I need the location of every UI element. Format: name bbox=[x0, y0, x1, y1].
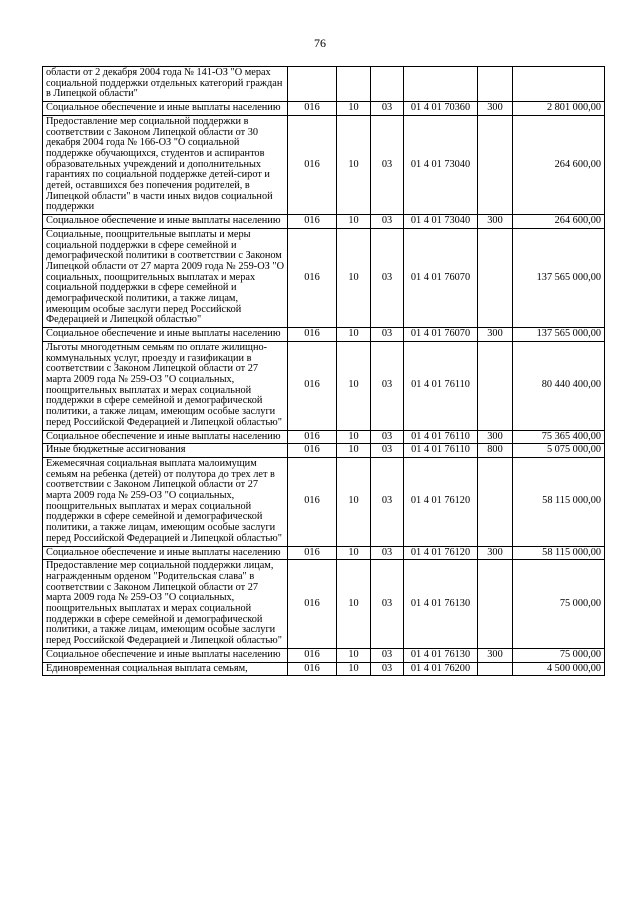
table-row bbox=[43, 444, 605, 458]
subsection-code-cell: 03 bbox=[371, 648, 404, 662]
section-code-cell: 10 bbox=[337, 228, 371, 327]
table-row bbox=[43, 648, 605, 662]
subsection-code-cell: 03 bbox=[371, 546, 404, 560]
row-name-cell: Предоставление мер социальной поддержки лицам, награжденным орденом "Родительская слава" в соответствии с Законом Липецкой области от 27 марта 2009 года № 259-ОЗ "О социальных, поощрительных выплатах и мерах социальной поддержки в сфере семейной и демографической политики, а также лицам, имеющим особые заслуги перед Российской Федерацией и Липецкой областью" bbox=[43, 560, 288, 649]
amount-cell: 75 365 400,00 bbox=[513, 430, 605, 444]
target-article-cell: 01 4 01 76110 bbox=[404, 444, 478, 458]
target-article-cell: 01 4 01 76130 bbox=[404, 648, 478, 662]
row-name-cell: Социальные, поощрительные выплаты и меры социальной поддержки в сфере семейной и демографической политики в соответствии с Законом Липецкой области от 27 марта 2009 года № 259-ОЗ "О социальных, поощрительных выплатах и мерах социальной поддержки в сфере семейной и демографической политики, а также лицам, имеющим особые заслуги перед Российской Федерацией и Липецкой областью" bbox=[43, 228, 288, 327]
ministry-code-cell: 016 bbox=[288, 648, 337, 662]
ministry-code-cell: 016 bbox=[288, 115, 337, 214]
amount-cell: 264 600,00 bbox=[513, 215, 605, 229]
target-article-cell: 01 4 01 76120 bbox=[404, 546, 478, 560]
amount-cell: 58 115 000,00 bbox=[513, 457, 605, 546]
budget-table-body bbox=[43, 67, 605, 676]
target-article-cell: 01 4 01 73040 bbox=[404, 115, 478, 214]
amount-cell bbox=[513, 67, 605, 102]
subsection-code-cell: 03 bbox=[371, 560, 404, 649]
page-number: 76 bbox=[314, 36, 326, 50]
row-name-cell: Социальное обеспечение и иные выплаты населению bbox=[43, 648, 288, 662]
row-name-cell: Социальное обеспечение и иные выплаты населению bbox=[43, 215, 288, 229]
table-row bbox=[43, 662, 605, 676]
table-row bbox=[43, 115, 605, 214]
section-code-cell bbox=[337, 67, 371, 102]
row-name-cell: Предоставление мер социальной поддержки в соответствии с Законом Липецкой области от 30 декабря 2004 года № 166-ОЗ "О социальной поддержке обучающихся, студентов и аспирантов образовательных учреждений и дополнительных гарантиях по социальной поддержке детей-сирот и детей, оставшихся без попечения родителей, в Липецкой области" в части иных видов социальной поддержки bbox=[43, 115, 288, 214]
expense-type-cell: 300 bbox=[478, 648, 513, 662]
row-name-cell: Ежемесячная социальная выплата малоимущим семьям на ребенка (детей) от полутора до трех лет в соответствии с Законом Липецкой области от 27 марта 2009 года № 259-ОЗ "О социальных, поощрительных выплатах и мерах социальной поддержки в сфере семейной и демографической политики, а также лицам, имеющим особые заслуги перед Российской Федерацией и Липецкой областью" bbox=[43, 457, 288, 546]
amount-cell: 5 075 000,00 bbox=[513, 444, 605, 458]
ministry-code-cell bbox=[288, 67, 337, 102]
target-article-cell: 01 4 01 76070 bbox=[404, 228, 478, 327]
subsection-code-cell: 03 bbox=[371, 215, 404, 229]
table-row bbox=[43, 328, 605, 342]
ministry-code-cell: 016 bbox=[288, 102, 337, 116]
expense-type-cell bbox=[478, 341, 513, 430]
target-article-cell: 01 4 01 76070 bbox=[404, 328, 478, 342]
amount-cell: 4 500 000,00 bbox=[513, 662, 605, 676]
section-code-cell: 10 bbox=[337, 444, 371, 458]
row-name-cell: Социальное обеспечение и иные выплаты населению bbox=[43, 430, 288, 444]
target-article-cell: 01 4 01 70360 bbox=[404, 102, 478, 116]
expense-type-cell: 800 bbox=[478, 444, 513, 458]
ministry-code-cell: 016 bbox=[288, 444, 337, 458]
expense-type-cell: 300 bbox=[478, 215, 513, 229]
expense-type-cell: 300 bbox=[478, 430, 513, 444]
expense-type-cell: 300 bbox=[478, 328, 513, 342]
ministry-code-cell: 016 bbox=[288, 560, 337, 649]
section-code-cell: 10 bbox=[337, 115, 371, 214]
amount-cell: 58 115 000,00 bbox=[513, 546, 605, 560]
row-name-cell: Льготы многодетным семьям по оплате жилищно-коммунальных услуг, проезду и газификации в соответствии с Законом Липецкой области от 27 марта 2009 года № 259-ОЗ "О социальных, поощрительных выплатах и мерах социальной поддержки в сфере семейной и демографической политики, а также лицам, имеющим особые заслуги перед Российской Федерацией и Липецкой областью" bbox=[43, 341, 288, 430]
subsection-code-cell: 03 bbox=[371, 328, 404, 342]
section-code-cell: 10 bbox=[337, 341, 371, 430]
expense-type-cell bbox=[478, 228, 513, 327]
ministry-code-cell: 016 bbox=[288, 662, 337, 676]
subsection-code-cell: 03 bbox=[371, 341, 404, 430]
section-code-cell: 10 bbox=[337, 662, 371, 676]
target-article-cell: 01 4 01 76200 bbox=[404, 662, 478, 676]
expense-type-cell bbox=[478, 560, 513, 649]
row-name-cell: Социальное обеспечение и иные выплаты населению bbox=[43, 328, 288, 342]
section-code-cell: 10 bbox=[337, 430, 371, 444]
target-article-cell: 01 4 01 76110 bbox=[404, 341, 478, 430]
row-name-cell: Единовременная социальная выплата семьям, bbox=[43, 662, 288, 676]
subsection-code-cell: 03 bbox=[371, 430, 404, 444]
amount-cell: 75 000,00 bbox=[513, 648, 605, 662]
table-row bbox=[43, 228, 605, 327]
table-row bbox=[43, 341, 605, 430]
table-row bbox=[43, 457, 605, 546]
table-row bbox=[43, 430, 605, 444]
target-article-cell: 01 4 01 76110 bbox=[404, 430, 478, 444]
section-code-cell: 10 bbox=[337, 102, 371, 116]
ministry-code-cell: 016 bbox=[288, 228, 337, 327]
ministry-code-cell: 016 bbox=[288, 341, 337, 430]
subsection-code-cell: 03 bbox=[371, 457, 404, 546]
subsection-code-cell: 03 bbox=[371, 662, 404, 676]
amount-cell: 137 565 000,00 bbox=[513, 328, 605, 342]
target-article-cell: 01 4 01 76130 bbox=[404, 560, 478, 649]
table-row bbox=[43, 560, 605, 649]
row-name-cell: Иные бюджетные ассигнования bbox=[43, 444, 288, 458]
amount-cell: 264 600,00 bbox=[513, 115, 605, 214]
amount-cell: 75 000,00 bbox=[513, 560, 605, 649]
expense-type-cell bbox=[478, 457, 513, 546]
ministry-code-cell: 016 bbox=[288, 546, 337, 560]
subsection-code-cell: 03 bbox=[371, 102, 404, 116]
subsection-code-cell: 03 bbox=[371, 115, 404, 214]
expense-type-cell: 300 bbox=[478, 102, 513, 116]
amount-cell: 80 440 400,00 bbox=[513, 341, 605, 430]
section-code-cell: 10 bbox=[337, 457, 371, 546]
ministry-code-cell: 016 bbox=[288, 457, 337, 546]
ministry-code-cell: 016 bbox=[288, 215, 337, 229]
subsection-code-cell: 03 bbox=[371, 444, 404, 458]
subsection-code-cell: 03 bbox=[371, 228, 404, 327]
section-code-cell: 10 bbox=[337, 648, 371, 662]
row-name-cell: Социальное обеспечение и иные выплаты населению bbox=[43, 546, 288, 560]
amount-cell: 2 801 000,00 bbox=[513, 102, 605, 116]
table-row bbox=[43, 67, 605, 102]
ministry-code-cell: 016 bbox=[288, 328, 337, 342]
expense-type-cell bbox=[478, 115, 513, 214]
section-code-cell: 10 bbox=[337, 546, 371, 560]
row-name-cell: области от 2 декабря 2004 года № 141-ОЗ "О мерах социальной поддержки отдельных категорий граждан в Липецкой области" bbox=[43, 67, 288, 102]
amount-cell: 137 565 000,00 bbox=[513, 228, 605, 327]
target-article-cell: 01 4 01 76120 bbox=[404, 457, 478, 546]
expense-type-cell: 300 bbox=[478, 546, 513, 560]
table-row bbox=[43, 546, 605, 560]
table-row bbox=[43, 215, 605, 229]
budget-table bbox=[42, 66, 605, 676]
subsection-code-cell bbox=[371, 67, 404, 102]
expense-type-cell bbox=[478, 662, 513, 676]
table-row bbox=[43, 102, 605, 116]
ministry-code-cell: 016 bbox=[288, 430, 337, 444]
section-code-cell: 10 bbox=[337, 328, 371, 342]
section-code-cell: 10 bbox=[337, 560, 371, 649]
target-article-cell: 01 4 01 73040 bbox=[404, 215, 478, 229]
expense-type-cell bbox=[478, 67, 513, 102]
row-name-cell: Социальное обеспечение и иные выплаты населению bbox=[43, 102, 288, 116]
section-code-cell: 10 bbox=[337, 215, 371, 229]
target-article-cell bbox=[404, 67, 478, 102]
